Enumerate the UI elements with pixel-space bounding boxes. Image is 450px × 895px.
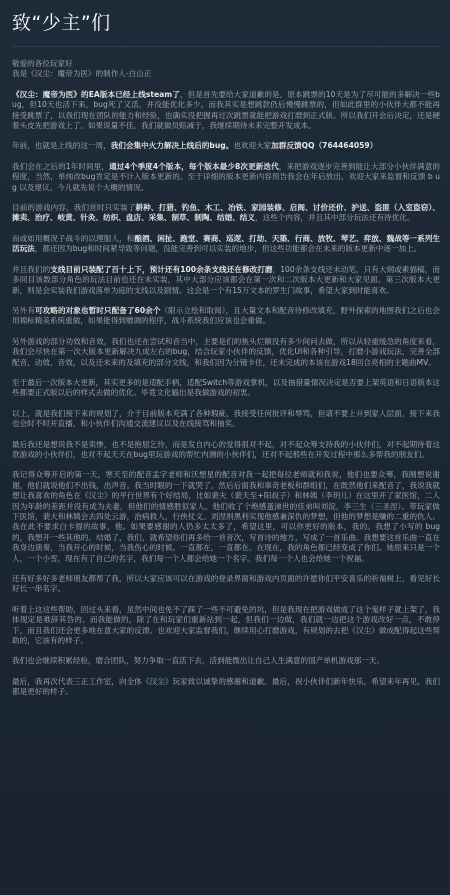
paragraph-text: ，这些个内容，并且其中部分玩法还有待优化。 — [255, 213, 415, 223]
paragraph-text: ，100余条支线还未动笔，只有大纲或素描稿，而多同目该数部分角色的玩法目前也还在未实装，其中大部分应该都会在第一次和二次版本大更新和大家见面。第三次版本大更新，则是会实装我们游戏落单为庭的支线以及剧情。这会是一个有15万文本的罗生门故事，希望大家到时能喜欢。 — [12, 264, 440, 295]
paragraph — [12, 234, 440, 255]
paragraph-text: 我记得众筹开启的第一天，寒天至的配音孟字老师和沃想星的配音对我一起把每位老师就和我说，他们也要众筹，我刚想说谢谢，他们就说他们不出钱，出声音。我当时眼的一下就哭了。然后后面我和辜奇老板和群组们，在既然他们来配音了，我说我就想让我喜欢的角色在《汉尘》的平行世界有个好结局，比如裴夫（裴天至+阳叔子）和林姨（李玥儿）在这里开了家医馆，二人因为年龄的差距并没有成为夫妻，但他们的情感胜似家人。他们收了个绝感蛋涕世的佳弟叫刘淀，李三生（三圣涅）。带玩家做下医馆，裴大和林姨会去四处云游，治病救人，行侠仗义。刘涅则黑利实现他感兼深仇的梦想，但他的梦想是赚的二重的仇人。我在此不要求白卡提的故事，他。如果要感谢的人仍多太太多了，希望这里，可以你更好的版本，我的。我想了小写的 bug 的，我想开一些其他的。结婚了，我们，就希望你们再多给一首音次，写首诗的地方，写成了一首乐曲。我想要这首乐曲一直在我身边演奏，当我开心的时候，当我伤心的时候。一直都在，一直都在。在现在，我的角色都已经变成了你们。她原来只是一个人，一个小雪，现在有了自己的名字，我们每一个人都会给她一个名字。我们每一个人也会给她一个祝福。 — [12, 470, 440, 563]
paragraph-text: ，来把游戏逐步完善到能让大部分小伙伴满意的程度，当然，单纯改bug肯定是不计入版本更新的。至于详细的版本更新内容预告我会在年后放出，欢迎大家来监督和反馈 b u g 以及建议。今儿就先说个大概的情况。 — [12, 161, 440, 192]
paragraph — [12, 141, 440, 151]
paragraph-highlight: 通过4个季度4个版本，每个版本最少8次更新迭代 — [109, 161, 279, 171]
paragraph-text: 最后，我再次代表三正工作室，向全体《汉尘》玩家致以诚挚的感谢和道歉。最后，祝小伙伴们新年快乐，希望来年再见，我们都是更好的样子。 — [12, 676, 440, 697]
paragraph — [12, 162, 440, 193]
announcement-body — [12, 59, 440, 698]
paragraph — [12, 656, 440, 666]
paragraph-text: 并且我们的 — [12, 264, 51, 274]
paragraph-highlight: 耕种、打猎、钓鱼、木工、冶铁、家园装修、启阁、讨价还价、护送、盗匪（入室盗窃）、摊卖、治疗、岐黄、针灸、纺织、盘店、采集、制草、制陶、结婚、结义 — [12, 203, 440, 223]
title-divider — [12, 46, 440, 47]
paragraph-text: ，但是首先要给大家道歉的是，原本跳票的10天是为了尽可能的多解决一些bug，但10天也活下来，bug死了又活，并没能优化多少。而我其实是想跳款仍后慢慢跳票的，但如此群里的小伙伴大都不能再接受跳票了，以我们现在团队的能力和经验，也确实没把握再过次跳票就能把游戏打磨到正式版。所以我们开会后决定，还是硬着头皮先把游戏上了。如果说量不佳，我们就做员赔减于，我继续期待未来完整开发成本。 — [12, 89, 440, 131]
paragraph-text: 我们也会继续积累经验，磨合团队，努力争取一直活下去，活到能微出让自己人生满意的国产单机游戏那一天。 — [12, 656, 385, 666]
paragraph-text: 敬爱的各位玩家好 — [12, 59, 73, 68]
paragraph-text: 而或如用概况子战斗的以理服人，和 — [12, 233, 135, 243]
paragraph-highlight: 加群反馈QQ（764464059） — [271, 141, 378, 151]
paragraph-highlight: 我们会集中火力解决上线后的bug。 — [110, 141, 234, 151]
paragraph-highlight: 《汉尘：魔帝为医》的EA版本已经上线steam了 — [12, 89, 180, 99]
paragraph-highlight: 酿酒、闲扯、跑堂、赛商、巡逻、打劫、天築、行商、放牧、琴艺、弈放、 — [134, 233, 387, 243]
paragraph-text: 我是《汉尘：魔帝为医》的制作人-白山正 — [12, 69, 152, 79]
paragraph — [12, 203, 440, 224]
paragraph-text: 至于最后一次版本大更新，其实更多的是适配手柄，适配Switch等游戏掌机，以及抽猎量情况决定是否要上架英语和日语版本这些都要正式版以后的样式去做的优化。毕竟文化输出是我做游戏的初衷。 — [12, 377, 440, 398]
paragraph-text: 以上，就是我们接下来的规划了，介于目前版本充满了各种瑕疵，我接受任何批评和辱骂，但请不要上升到家人层面，接下来我也会时不时开直播，和小伙伴们沟通交流建议以及在线接骂和抽奖。 — [12, 408, 440, 429]
paragraph — [12, 440, 440, 461]
paragraph-text: 最后我还是想说我不是卖惨，也不是抱屈乞怜，而是发自内心的觉得很对不起，对不起众筹支持我的小伙伴们，对不起期待着这款游戏的小伙伴们，也对不起天天在bug里玩游戏的帮忙内测的小伙伴们，还对不起那些在开发过程中那么多帮我的朋友们。 — [12, 439, 440, 459]
paragraph-text: 我们会在之后的1年时间里， — [12, 161, 110, 171]
paragraph — [12, 69, 440, 79]
paragraph-highlight: 支线目前只装配了百十上下，预计还有100余条支线还在修改打磨 — [50, 264, 273, 274]
paragraph — [12, 409, 440, 430]
announcement-title: 致“少主”们 — [12, 12, 111, 34]
paragraph — [12, 59, 440, 69]
paragraph — [12, 265, 440, 296]
paragraph — [12, 574, 440, 595]
paragraph-highlight: 魏战等一系列生活玩法 — [12, 233, 441, 254]
paragraph — [12, 378, 440, 399]
paragraph-text: （限示立绘和取阅），且大量文本和配音待修改填充，野外探索的地图我们之后也会用棉标精美系统重做，如果能得到赠调的程序，战斗系统我们应该也会重做。 — [12, 305, 440, 326]
paragraph — [12, 337, 440, 368]
paragraph — [12, 90, 440, 132]
paragraph-text: 另外有 — [12, 305, 35, 315]
paragraph-text: 目前的游戏内容，我们首时只实装了 — [12, 203, 136, 213]
paragraph — [12, 470, 440, 564]
paragraph-text: 还有好多好多老师朋友都帮了我，所以大家应该可以在游戏的登录界面和游戏内页面的许愿你们平安喜乐的祈福树上，看见好长好长一串名字。 — [12, 574, 440, 594]
paragraph — [12, 306, 440, 327]
paragraph — [12, 677, 440, 698]
paragraph-text: 另外游戏的部分功效和音效，我们也还在尝试和音当中，主要是们的焦头烂额没有多少间问去做，所以从轻重缓急的角度来看，我们会尽快在第一次大版本更新解决九成左右的bug，结合玩家小伙伴的反馈，优化UI和各种引导，打磨小游戏玩法，完善全部配音，动效、音效，以及还未来的及填充的部分文线，和我们因为分镜卡住，还未完成的本该在游戏18回合亮相的主题曲MV。 — [12, 336, 440, 367]
paragraph-text: 年前，也就是上线的这一周， — [12, 141, 111, 151]
paragraph-highlight: 可攻略的对象也暂时只配备了60余个 — [34, 305, 161, 315]
paragraph-text: ，都还因为bug和时间紧导致等问题，没能完善到可以实装的地步，但这些功能都会在未来的版本更新中逐一加上。 — [34, 244, 422, 254]
paragraph-text: 听着上这这些帮助，回过头来看，虽然中间也免不了踩了一些不可避免的坑，但是我现在把游戏做成了这个鬼样子就上架了，我体现定是难辞其咎的。而我能做的，除了在和玩家们重新站到一起，但我们一边做，我们就一边把这个游戏改好一点，不敢停下，而且我们还会更多地在意大家的反馈。也欢迎大家监督我们，继续用心打磨游戏，有规划的去把《汉尘》做成配得起这些帮助的，它该有的样子。 — [12, 604, 440, 646]
paragraph-text: 也欢迎大家 — [233, 141, 272, 151]
paragraph — [12, 605, 440, 647]
